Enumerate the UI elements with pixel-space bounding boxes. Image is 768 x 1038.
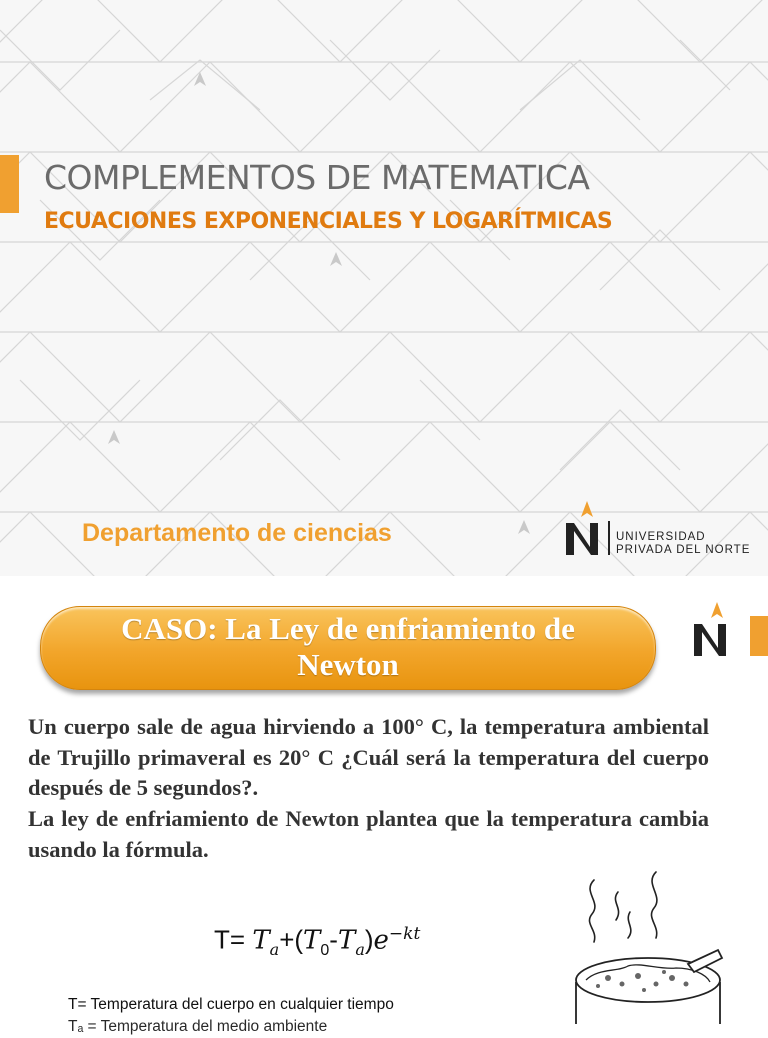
problem-statement: [28, 712, 709, 866]
formula-ta2: T: [337, 925, 356, 956]
formula-exponent: −kt: [388, 924, 421, 944]
formula-ta-sub: a: [269, 939, 280, 959]
definition-ta: Tₐ = Temperatura del medio ambiente: [68, 1018, 328, 1035]
formula-lhs: T=: [214, 924, 246, 955]
formula-close: ): [364, 924, 374, 955]
accent-bar: [750, 616, 768, 656]
formula-minus: -: [329, 924, 338, 955]
variable-definitions: [68, 994, 394, 1038]
formula-t0-sub: 0: [320, 941, 330, 959]
case-slide: [0, 576, 768, 1035]
newton-cooling-formula: [214, 924, 420, 960]
formula-intro-paragraph: La ley de enfriamiento de Newton plantea que la temperatura cambia usando la fórmula.: [28, 806, 709, 862]
logo-separator: [608, 521, 610, 555]
department-label: Departamento de ciencias: [82, 519, 392, 547]
definition-t: T= Temperatura del cuerpo en cualquier tiempo: [68, 996, 394, 1013]
cooking-pot-icon: [568, 872, 728, 1024]
case-title-banner: [40, 606, 656, 690]
university-logo: [560, 497, 760, 561]
formula-plus-open: +(: [279, 924, 304, 955]
formula-ta2-sub: a: [355, 939, 365, 959]
university-name: [616, 531, 750, 557]
university-name-line2: PRIVADA DEL NORTE: [616, 544, 751, 556]
topic-subtitle: ECUACIONES EXPONENCIALES Y LOGARÍTMICAS: [44, 209, 613, 234]
course-title: COMPLEMENTOS DE MATEMATICA: [44, 158, 590, 197]
formula-t0: T: [303, 925, 321, 956]
upn-logo-icon: [560, 497, 608, 561]
problem-paragraph: Un cuerpo sale de agua hirviendo a 100° C, la temperatura ambiental de Trujillo primaveral es 20° C ¿Cuál será la temperatura del cuerpo después de 5 segundos?.: [28, 714, 709, 801]
accent-bar: [0, 155, 19, 213]
case-title-line2: Newton: [297, 647, 399, 682]
case-title-line1: CASO: La Ley de enfriamiento de: [121, 611, 575, 646]
formula-e: e: [373, 925, 389, 956]
upn-logo-icon: [688, 598, 736, 662]
formula-ta: T: [252, 925, 270, 956]
university-name-line1: UNIVERSIDAD: [616, 531, 706, 543]
